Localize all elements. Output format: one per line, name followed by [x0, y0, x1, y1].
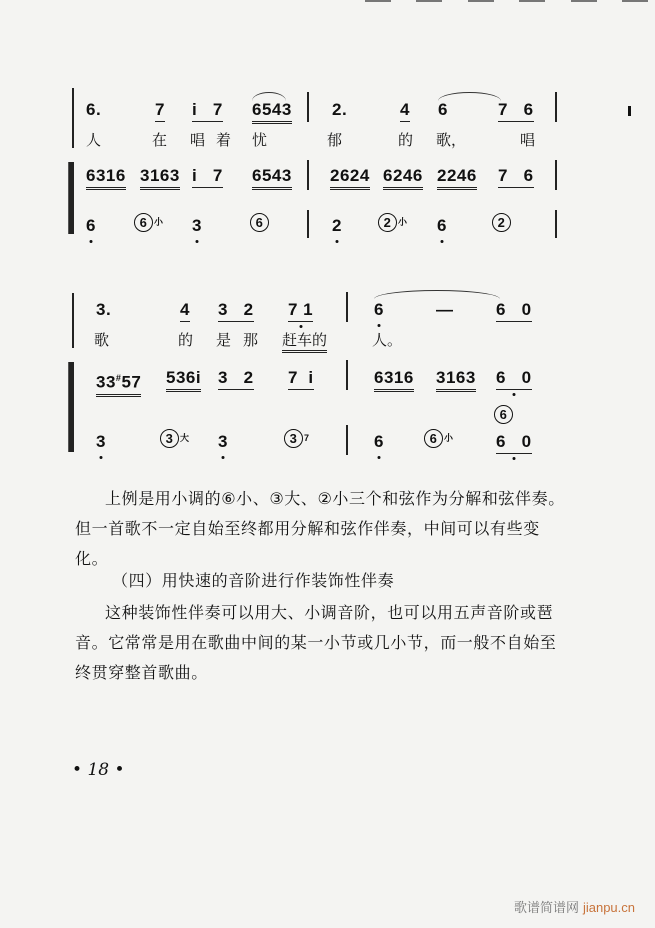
accomp-note: 33#57	[96, 368, 141, 397]
left-line	[72, 88, 74, 148]
barline	[346, 360, 348, 390]
chord-symbol: 6 $^小$	[134, 212, 164, 232]
accomp-note: 3163	[436, 368, 476, 392]
paragraph-1: 上例是用小调的⑥小、③大、②小三个和弦作为分解和弦伴奏。但一首歌不一定自始至终都用分解和弦作伴奏，中间可以有些变化。	[75, 489, 565, 568]
accomp-note: 2246	[437, 166, 477, 190]
accomp-note: 6316	[374, 368, 414, 392]
staff-bracket	[68, 162, 74, 234]
bass-note: 3	[192, 216, 202, 235]
ink-speck	[628, 106, 631, 116]
bass-note: 6 0	[496, 432, 532, 454]
accomp-note: 536i	[166, 368, 201, 392]
accomp-note: 3 2	[218, 368, 254, 390]
chord-symbol: 2 $^小$	[378, 212, 408, 232]
lyric: 歌，	[436, 131, 467, 149]
bass-note: 3	[96, 432, 106, 451]
accomp-note: 3163	[140, 166, 180, 190]
melody-note: i 7	[192, 100, 223, 122]
melody-note: 6543	[252, 100, 292, 124]
left-line	[72, 293, 74, 348]
page-number: • 18 •	[72, 760, 125, 780]
top-mark	[365, 0, 391, 2]
bass-note: 6	[437, 216, 447, 235]
accomp-note: i 7	[192, 166, 223, 188]
chord-symbol: 3 $^大$	[160, 428, 190, 448]
melody-note: 3.	[96, 300, 112, 319]
accomp-note: 6543	[252, 166, 292, 190]
melody-note: 2.	[332, 100, 348, 119]
barline	[555, 210, 557, 238]
bass-note: 3	[218, 432, 228, 451]
lyric: 唱	[190, 131, 206, 149]
top-mark	[519, 0, 545, 2]
barline	[307, 160, 309, 190]
melody-note: 6 0	[496, 300, 532, 322]
paragraph-2: 这种装饰性伴奏可以用大、小调音阶，也可以用五声音阶或琶音。它常常是用在歌曲中间的某一小节或几小节，而一般不自始至终贯穿整首歌曲。	[75, 603, 557, 682]
melody-note: 6	[374, 300, 384, 319]
accomp-note: 7 6	[498, 166, 534, 188]
melody-note: 6	[438, 100, 448, 119]
lyric: 的	[398, 131, 414, 149]
watermark-cn: 歌谱简谱网	[513, 901, 579, 916]
section-heading: （四）用快速的音阶进行作装饰性伴奏	[112, 571, 395, 590]
melody-note: 4	[180, 300, 190, 322]
bass-note: 6	[374, 432, 384, 451]
melody-note: 3 2	[218, 300, 254, 322]
melody-note: 7 1	[288, 300, 313, 322]
top-mark	[571, 0, 597, 2]
lyric: 在	[152, 131, 168, 149]
lyric: 人。	[372, 331, 403, 349]
lyric: 是	[216, 331, 232, 349]
accomp-note: 7 i	[288, 368, 314, 390]
lyric: 人	[86, 131, 102, 149]
lyric: 那	[243, 331, 259, 349]
watermark	[514, 897, 635, 916]
chord-symbol: 2	[492, 212, 511, 232]
staff-bracket	[68, 362, 74, 452]
lyric: 的	[178, 331, 194, 349]
lyric: 唱	[520, 131, 536, 149]
accomp-note: 6316	[86, 166, 126, 190]
lyric: 忧	[252, 131, 268, 149]
accomp-note: 2624	[330, 166, 370, 190]
melody-note: 4	[400, 100, 410, 122]
barline	[555, 92, 557, 122]
top-mark	[622, 0, 648, 2]
chord-symbol: 6	[250, 212, 269, 232]
chord-symbol: 6 $^小$	[424, 428, 454, 448]
lyric: 着	[216, 131, 232, 149]
accomp-note: 6246	[383, 166, 423, 190]
melody-note: 6.	[86, 100, 102, 119]
top-mark	[416, 0, 442, 2]
barline	[555, 160, 557, 190]
melody-note: 7	[155, 100, 165, 122]
melody-note: 7 6	[498, 100, 534, 122]
bass-note: 2	[332, 216, 342, 235]
barline	[346, 292, 348, 322]
barline	[307, 210, 309, 238]
chord-symbol: 6	[494, 404, 513, 424]
accomp-note: 6 0	[496, 368, 532, 390]
lyric: 赶车的	[282, 331, 327, 353]
top-mark	[468, 0, 494, 2]
barline	[346, 425, 348, 455]
lyric: 郁	[327, 131, 343, 149]
lyric: 歌	[94, 331, 110, 349]
barline	[307, 92, 309, 122]
slur	[374, 290, 500, 299]
melody-note: —	[436, 300, 454, 319]
watermark-site: jianpu.cn	[582, 900, 635, 915]
chord-symbol: 3 $^7$	[284, 428, 310, 448]
bass-note: 6	[86, 216, 96, 235]
